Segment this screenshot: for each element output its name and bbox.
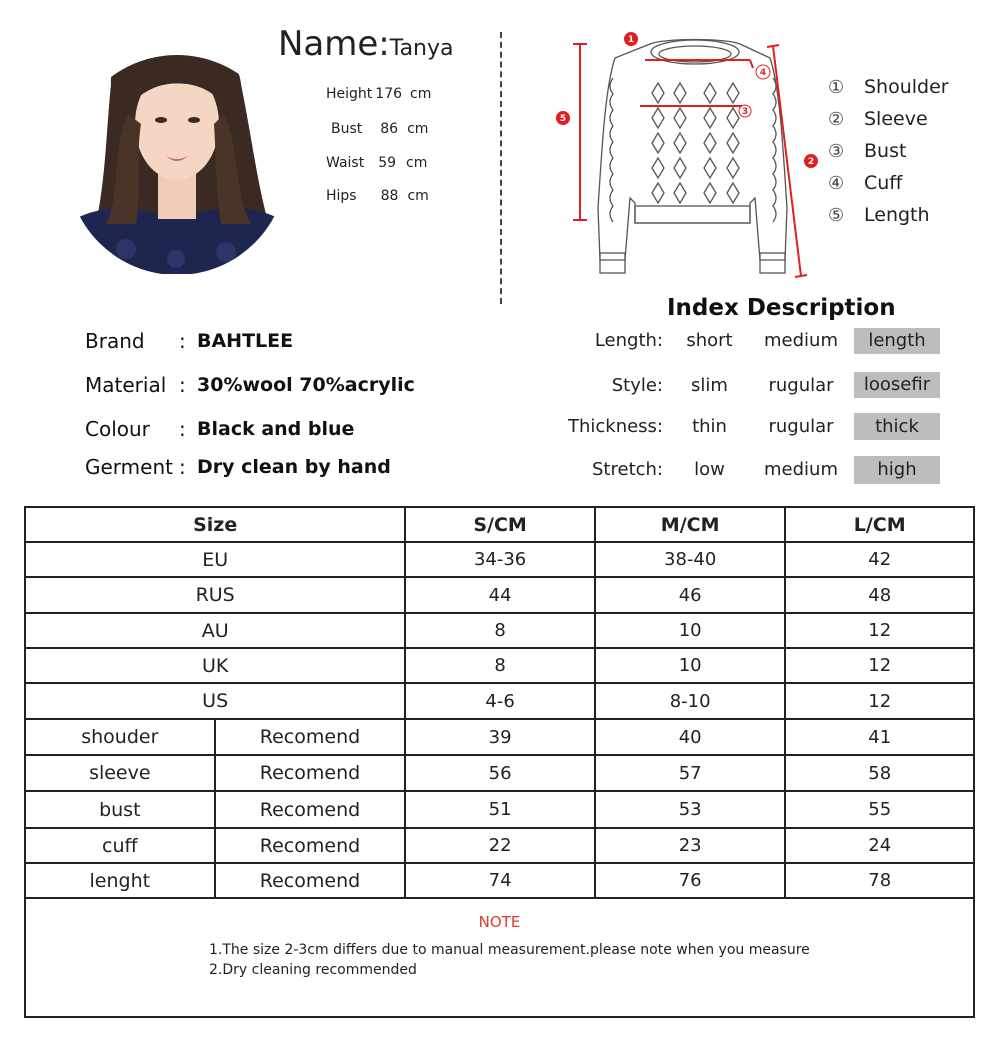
name-label: Name: [278, 24, 390, 64]
diagram-marker-4: 4 [759, 68, 767, 78]
measurement-unit: cm [407, 188, 429, 204]
info-value-germent: Dry clean by hand [197, 456, 391, 478]
legend-label: Sleeve [864, 108, 928, 130]
table-cell: 23 [595, 828, 786, 863]
table-cell: 39 [405, 719, 595, 755]
row-sublabel: Recomend [215, 828, 406, 863]
table-row [25, 791, 974, 828]
index-option-selected: high [854, 456, 940, 484]
table-cell: 8-10 [595, 683, 786, 719]
info-label-material: Material [85, 373, 167, 397]
table-cell: 57 [595, 755, 786, 791]
table-cell: 74 [405, 863, 595, 898]
table-row [25, 613, 974, 648]
diagram-marker-3: 3 [741, 107, 749, 117]
table-row [25, 542, 974, 577]
measurement-waist [326, 155, 427, 171]
table-cell: 12 [785, 648, 974, 683]
table-cell: 4-6 [405, 683, 595, 719]
table-cell: 76 [595, 863, 786, 898]
info-label-germent: Germent [85, 455, 173, 479]
index-option: low [694, 459, 725, 480]
legend-item [828, 74, 949, 106]
row-label: EU [25, 542, 405, 577]
table-cell: 10 [595, 648, 786, 683]
index-option: slim [691, 375, 728, 396]
index-option: short [686, 330, 733, 351]
info-label-colour: Colour [85, 417, 150, 441]
row-sublabel: Recomend [215, 755, 406, 791]
table-cell: 38-40 [595, 542, 786, 577]
legend-item [828, 170, 949, 202]
measurement-label: Waist [326, 155, 365, 171]
table-cell: 42 [785, 542, 974, 577]
table-cell: 8 [405, 648, 595, 683]
table-header-row [25, 507, 974, 542]
size-table [24, 506, 975, 899]
table-cell: 55 [785, 791, 974, 828]
header-m: M/CM [595, 507, 786, 542]
index-description-title: Index Description [667, 295, 896, 321]
table-cell: 46 [595, 577, 786, 613]
measurement-height [326, 86, 431, 102]
table-row [25, 648, 974, 683]
legend-label: Cuff [864, 172, 903, 194]
legend-item [828, 138, 949, 170]
row-sublabel: Recomend [215, 863, 406, 898]
index-option-selected: length [854, 328, 940, 354]
legend-number: ⑤ [828, 205, 845, 226]
diagram-marker-2: 2 [807, 157, 815, 167]
measurement-value: 59 [378, 155, 397, 171]
model-name [278, 24, 454, 64]
table-cell: 44 [405, 577, 595, 613]
note-box [24, 899, 975, 1018]
row-label: sleeve [25, 755, 215, 791]
index-label-length: Length: [594, 330, 663, 351]
row-label: bust [25, 791, 215, 828]
measurement-label: Hips [326, 188, 357, 204]
table-cell: 10 [595, 613, 786, 648]
row-label: UK [25, 648, 405, 683]
legend-number: ① [828, 77, 845, 98]
index-option: thin [692, 416, 727, 437]
info-value-colour: Black and blue [197, 418, 355, 440]
diagram-marker-5: 5 [559, 114, 567, 124]
note-line: 1.The size 2-3cm differs due to manual measurement.please note when you measure [209, 942, 810, 958]
measurement-unit: cm [406, 155, 428, 171]
row-label: shouder [25, 719, 215, 755]
measurement-bust [331, 121, 428, 137]
index-option: rugular [768, 375, 834, 396]
table-cell: 58 [785, 755, 974, 791]
table-cell: 8 [405, 613, 595, 648]
table-row [25, 828, 974, 863]
dashed-divider [500, 32, 502, 304]
name-value: Tanya [389, 36, 454, 61]
info-value-brand: BAHTLEE [197, 330, 294, 352]
legend-item [828, 106, 949, 138]
table-row [25, 863, 974, 898]
header-l: L/CM [785, 507, 974, 542]
note-title: NOTE [478, 913, 521, 931]
measurement-unit: cm [410, 86, 432, 102]
table-cell: 40 [595, 719, 786, 755]
table-cell: 34-36 [405, 542, 595, 577]
table-cell: 48 [785, 577, 974, 613]
table-row [25, 755, 974, 791]
info-colon: : [179, 329, 186, 353]
info-colon: : [179, 373, 186, 397]
legend-label: Shoulder [864, 76, 949, 98]
model-photo [66, 24, 288, 274]
measurement-label: Bust [331, 121, 363, 137]
table-cell: 12 [785, 613, 974, 648]
diagram-marker-1: 1 [627, 35, 635, 45]
table-row [25, 683, 974, 719]
sweater-diagram [555, 28, 825, 290]
table-cell: 22 [405, 828, 595, 863]
row-label: cuff [25, 828, 215, 863]
row-sublabel: Recomend [215, 719, 406, 755]
measurement-label: Height [326, 86, 373, 102]
note-line: 2.Dry cleaning recommended [209, 962, 417, 978]
index-option: medium [764, 330, 838, 351]
index-option-selected: thick [854, 413, 940, 440]
legend-label: Bust [864, 140, 907, 162]
table-cell: 24 [785, 828, 974, 863]
row-label: AU [25, 613, 405, 648]
header-size: Size [25, 507, 405, 542]
table-cell: 53 [595, 791, 786, 828]
table-row [25, 719, 974, 755]
info-colon: : [179, 455, 186, 479]
index-label-stretch: Stretch: [592, 459, 663, 480]
legend-number: ④ [828, 173, 845, 194]
table-row [25, 577, 974, 613]
measurement-value: 88 [380, 188, 399, 204]
measurement-value: 86 [380, 121, 399, 137]
table-cell: 41 [785, 719, 974, 755]
info-value-material: 30%wool 70%acrylic [197, 374, 415, 396]
table-cell: 12 [785, 683, 974, 719]
index-option: rugular [768, 416, 834, 437]
measurement-value: 176 [375, 86, 403, 102]
table-cell: 56 [405, 755, 595, 791]
measurement-unit: cm [407, 121, 429, 137]
row-label: RUS [25, 577, 405, 613]
legend-number: ② [828, 109, 845, 130]
index-option: medium [764, 459, 838, 480]
index-label-style: Style: [611, 375, 663, 396]
info-colon: : [179, 417, 186, 441]
legend-number: ③ [828, 141, 845, 162]
index-label-thickness: Thickness: [567, 416, 663, 437]
table-cell: 51 [405, 791, 595, 828]
row-label: US [25, 683, 405, 719]
table-cell: 78 [785, 863, 974, 898]
legend-item [828, 202, 949, 234]
measurement-hips [326, 188, 429, 204]
row-sublabel: Recomend [215, 791, 406, 828]
index-option-selected: loosefir [854, 372, 940, 398]
legend-label: Length [864, 204, 930, 226]
row-label: lenght [25, 863, 215, 898]
header-s: S/CM [405, 507, 595, 542]
info-label-brand: Brand [85, 329, 145, 353]
diagram-legend [828, 74, 949, 234]
